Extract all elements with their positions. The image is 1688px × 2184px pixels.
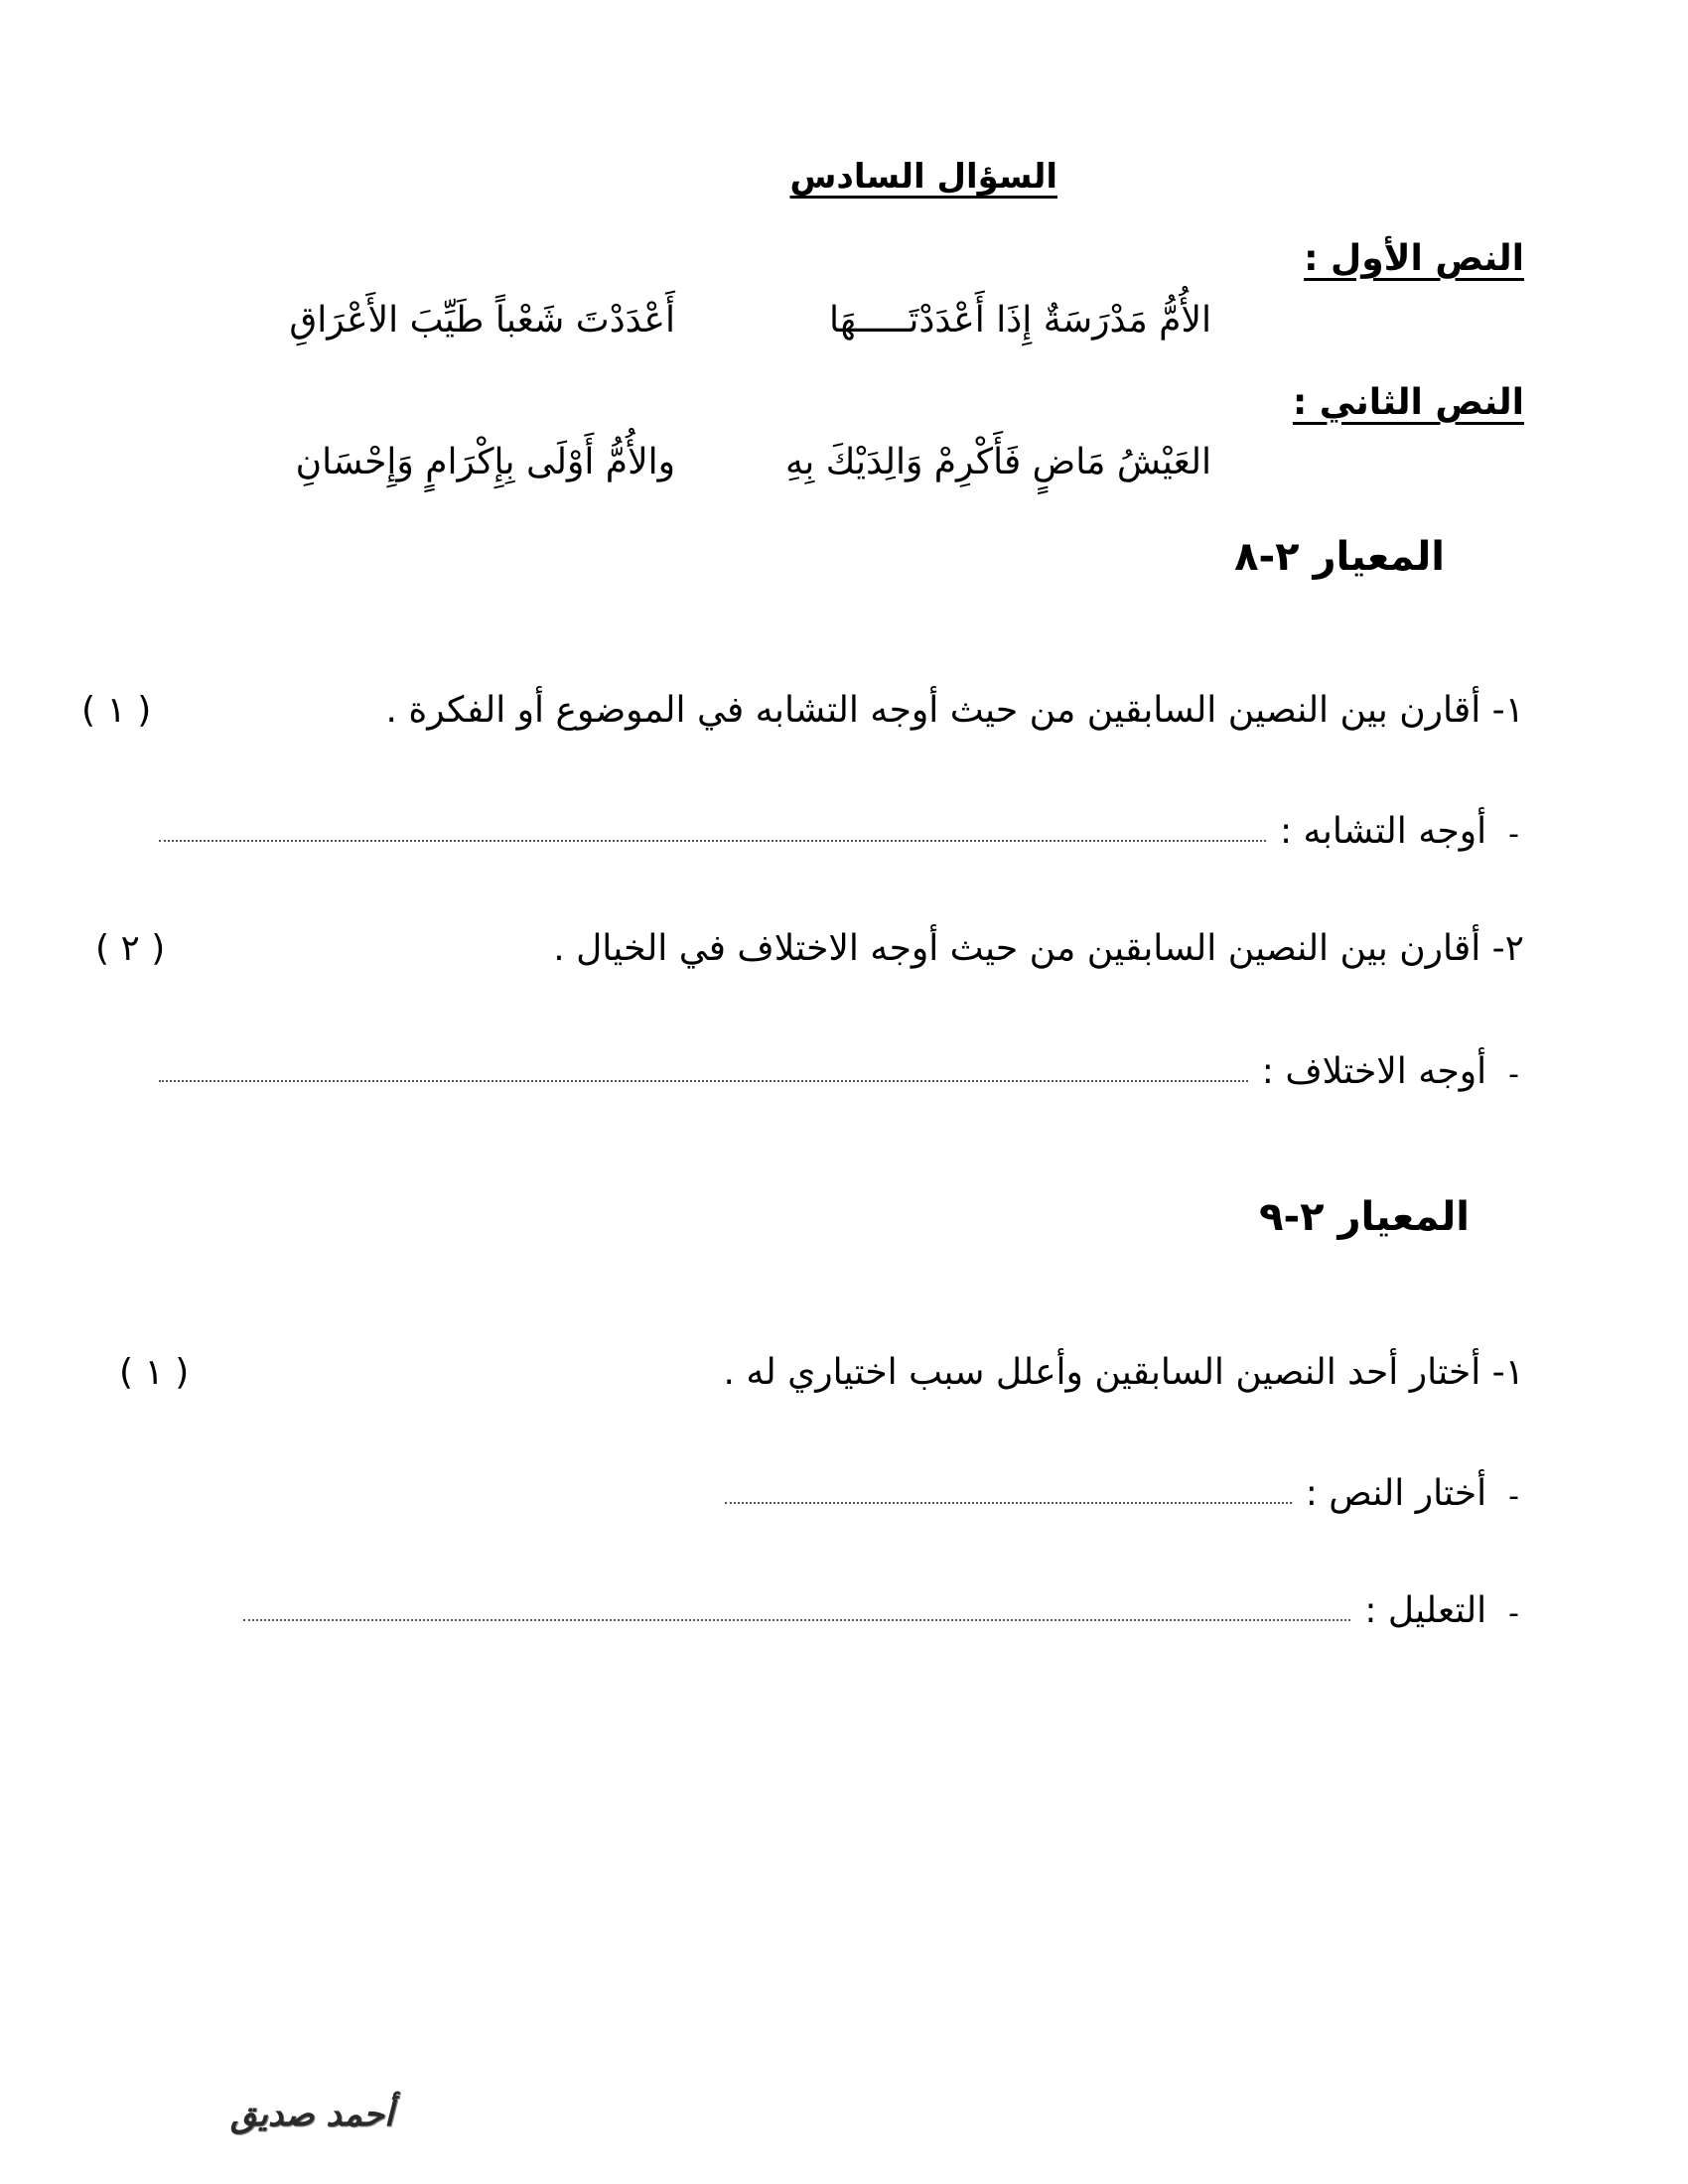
text2-verse-second-half: والأُمُّ أَوْلَى بِإِكْرَامٍ وَإِحْسَانِ <box>295 442 675 482</box>
standard1-question2-score: ( ٢ ) <box>95 928 166 969</box>
standard2-title: المعيار ٢-٩ <box>1259 1194 1470 1240</box>
standard1-question1-score: ( ١ ) <box>81 690 152 731</box>
similarities-answer-row <box>159 802 1519 852</box>
text1-label: النص الأول : <box>1304 238 1524 279</box>
text2-label: النص الثاني : <box>1292 382 1524 423</box>
choose-text-answer-row <box>725 1464 1519 1514</box>
justification-answer-field[interactable] <box>243 1619 1350 1621</box>
answer-dash: - <box>1508 1479 1519 1514</box>
text1-verse-first-half: الأُمُّ مَدْرَسَةٌ إِذَا أَعْدَدْتَـــــهَا <box>829 300 1211 341</box>
author-signature: أحمد صديق <box>230 2095 394 2134</box>
answer-dash: - <box>1508 817 1519 852</box>
choose-text-answer-field[interactable] <box>725 1502 1292 1504</box>
differences-label: أوجه الاختلاف : <box>1261 1051 1487 1092</box>
text1-verse-second-half: أَعْدَدْتَ شَعْباً طَيِّبَ الأَعْرَاقِ <box>289 300 675 341</box>
question-title: السؤال السادس <box>789 157 1057 197</box>
standard2-question1-score: ( ١ ) <box>119 1352 190 1393</box>
standard1-question1: ١- أقارن بين النصين السابقين من حيث أوجه التشابه في الموضوع أو الفكرة . <box>385 690 1524 731</box>
answer-dash: - <box>1508 1596 1519 1631</box>
answer-dash: - <box>1508 1057 1519 1092</box>
justification-answer-row <box>243 1581 1519 1631</box>
differences-answer-field[interactable] <box>159 1080 1248 1082</box>
justification-label: التعليل : <box>1364 1590 1487 1631</box>
text2-verse-first-half: العَيْشُ مَاضٍ فَأَكْرِمْ وَالِدَيْكَ بِهِ <box>784 442 1211 482</box>
standard1-question2: ٢- أقارن بين النصين السابقين من حيث أوجه الاختلاف في الخيال . <box>553 928 1524 969</box>
choose-text-label: أختار النص : <box>1305 1473 1487 1514</box>
standard1-title: المعيار ٢-٨ <box>1234 534 1445 580</box>
differences-answer-row <box>159 1042 1519 1092</box>
similarities-answer-field[interactable] <box>159 840 1266 842</box>
similarities-label: أوجه التشابه : <box>1279 811 1487 852</box>
standard2-question1: ١- أختار أحد النصين السابقين وأعلل سبب اختياري له . <box>723 1352 1524 1393</box>
